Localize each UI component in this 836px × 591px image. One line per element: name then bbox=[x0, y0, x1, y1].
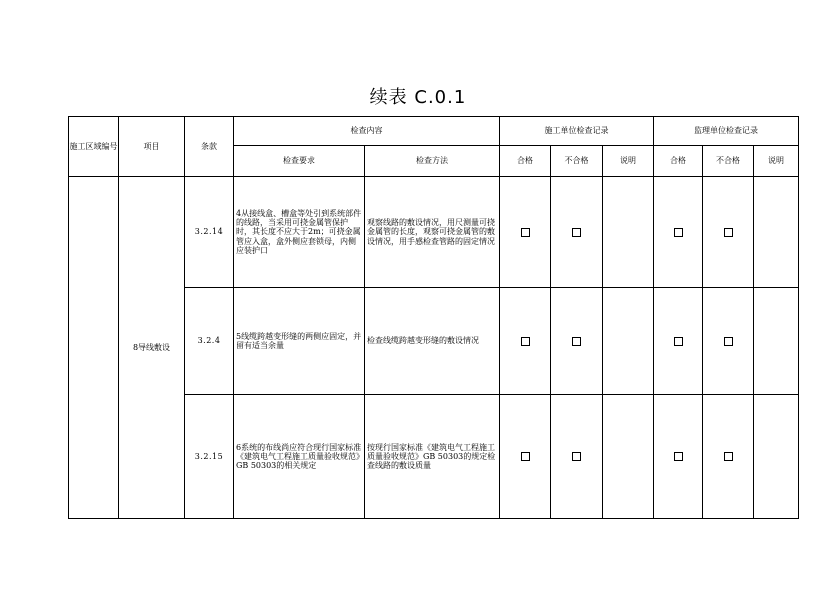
supervisor-note-cell[interactable] bbox=[754, 395, 799, 519]
method-cell: 观察线路的敷设情况，用尺测量可挠金属管的长度，观察可挠金属管的敷设情况，用手感检查管路的固定情况 bbox=[365, 177, 500, 288]
header-item: 项目 bbox=[119, 117, 185, 177]
requirement-cell: 6系统的布线尚应符合现行国家标准《建筑电气工程施工质量验收规范》GB 50303的相关规定 bbox=[234, 395, 365, 519]
header-contractor-note: 说明 bbox=[603, 146, 654, 177]
contractor-qualified-checkbox[interactable] bbox=[521, 228, 530, 237]
supervisor-unqualified-cell bbox=[703, 395, 754, 519]
zone-cell bbox=[69, 177, 119, 519]
contractor-note-cell[interactable] bbox=[603, 395, 654, 519]
supervisor-qualified-checkbox[interactable] bbox=[674, 452, 683, 461]
header-supervisor: 监理单位检查记录 bbox=[654, 117, 799, 146]
header-clause: 条款 bbox=[185, 117, 234, 177]
header-supervisor-note: 说明 bbox=[754, 146, 799, 177]
supervisor-qualified-cell bbox=[654, 288, 703, 395]
supervisor-note-cell[interactable] bbox=[754, 288, 799, 395]
contractor-unqualified-cell bbox=[551, 177, 603, 288]
header-contractor-qualified: 合格 bbox=[500, 146, 551, 177]
supervisor-unqualified-checkbox[interactable] bbox=[724, 337, 733, 346]
supervisor-unqualified-cell bbox=[703, 177, 754, 288]
method-cell: 检查线缆跨越变形缝的敷设情况 bbox=[365, 288, 500, 395]
header-zone: 施工区域编号 bbox=[69, 117, 119, 177]
clause-cell: 3.2.15 bbox=[185, 395, 234, 519]
header-method: 检查方法 bbox=[365, 146, 500, 177]
header-contractor: 施工单位检查记录 bbox=[500, 117, 654, 146]
contractor-qualified-checkbox[interactable] bbox=[521, 337, 530, 346]
page-title: 续表 C.0.1 bbox=[369, 87, 467, 108]
supervisor-qualified-checkbox[interactable] bbox=[674, 228, 683, 237]
contractor-unqualified-checkbox[interactable] bbox=[572, 228, 581, 237]
item-name: 8导线敷设 bbox=[119, 177, 185, 519]
header-requirement: 检查要求 bbox=[234, 146, 365, 177]
supervisor-unqualified-checkbox[interactable] bbox=[724, 452, 733, 461]
contractor-qualified-cell bbox=[500, 177, 551, 288]
contractor-note-cell[interactable] bbox=[603, 177, 654, 288]
contractor-unqualified-checkbox[interactable] bbox=[572, 452, 581, 461]
header-content: 检查内容 bbox=[234, 117, 500, 146]
supervisor-qualified-cell bbox=[654, 177, 703, 288]
contractor-unqualified-cell bbox=[551, 395, 603, 519]
header-supervisor-qualified: 合格 bbox=[654, 146, 703, 177]
method-cell: 按现行国家标准《建筑电气工程施工质量验收规范》GB 50303的规定检查线路的敷设质量 bbox=[365, 395, 500, 519]
clause-cell: 3.2.4 bbox=[185, 288, 234, 395]
requirement-cell: 5线缆跨越变形缝的两侧应固定，并留有适当余量 bbox=[234, 288, 365, 395]
clause-cell: 3.2.14 bbox=[185, 177, 234, 288]
supervisor-unqualified-checkbox[interactable] bbox=[724, 228, 733, 237]
contractor-qualified-cell bbox=[500, 395, 551, 519]
contractor-unqualified-cell bbox=[551, 288, 603, 395]
supervisor-qualified-cell bbox=[654, 395, 703, 519]
inspection-table bbox=[68, 116, 799, 519]
header-supervisor-unqualified: 不合格 bbox=[703, 146, 754, 177]
contractor-qualified-checkbox[interactable] bbox=[521, 452, 530, 461]
contractor-qualified-cell bbox=[500, 288, 551, 395]
supervisor-unqualified-cell bbox=[703, 288, 754, 395]
requirement-cell: 4从接线盒、槽盒等处引到系统部件的线路，当采用可挠金属管保护时，其长度不应大于2m；可挠金属管应入盒，盒外侧应套锁母，内侧应装护口 bbox=[234, 177, 365, 288]
header-contractor-unqualified: 不合格 bbox=[551, 146, 603, 177]
contractor-note-cell[interactable] bbox=[603, 288, 654, 395]
table-row bbox=[69, 177, 799, 288]
contractor-unqualified-checkbox[interactable] bbox=[572, 337, 581, 346]
supervisor-qualified-checkbox[interactable] bbox=[674, 337, 683, 346]
supervisor-note-cell[interactable] bbox=[754, 177, 799, 288]
